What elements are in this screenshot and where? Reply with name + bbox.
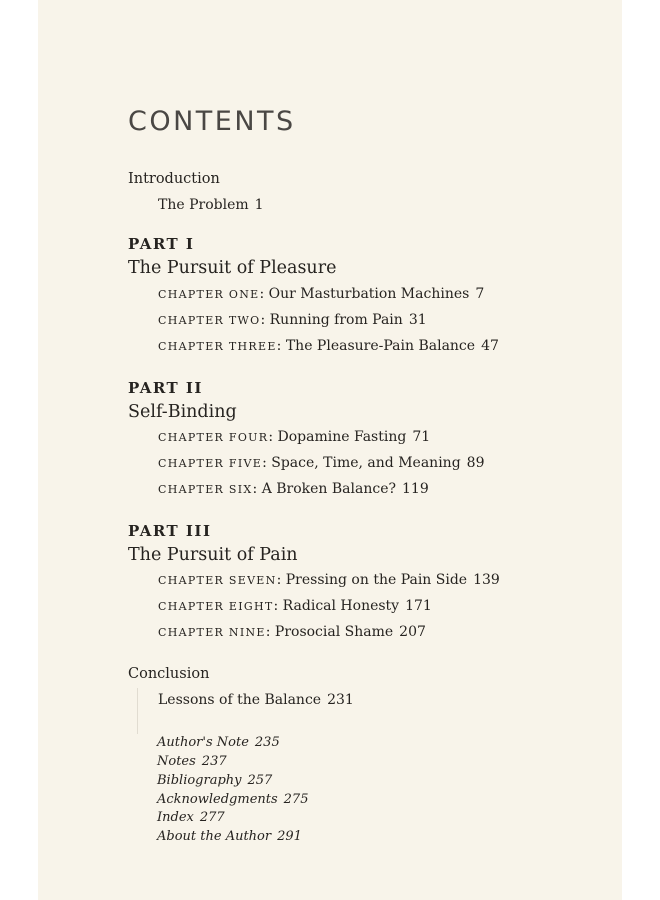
- chapter-label: CHAPTER NINE: [158, 626, 266, 639]
- back-matter-notes[interactable]: [157, 754, 227, 769]
- chapter-two-entry[interactable]: CHAPTER TWO: Running from Pain 31: [158, 312, 427, 328]
- chapter-title: Space, Time, and Meaning: [271, 455, 461, 471]
- chapter-three-entry[interactable]: CHAPTER THREE: The Pleasure-Pain Balance 47: [158, 338, 499, 354]
- part-2-title: Self-Binding: [128, 402, 237, 422]
- chapter-label: CHAPTER THREE: [158, 340, 277, 353]
- entry-title: Index: [157, 810, 194, 825]
- page-title: CONTENTS: [128, 106, 296, 137]
- chapter-label: CHAPTER ONE: [158, 288, 260, 301]
- chapter-page: 171: [405, 598, 432, 614]
- entry-page: 257: [247, 773, 273, 788]
- chapter-six-entry[interactable]: CHAPTER SIX: A Broken Balance? 119: [158, 481, 429, 497]
- chapter-eight-entry[interactable]: CHAPTER EIGHT: Radical Honesty 171: [158, 598, 432, 614]
- entry-title: The Problem: [158, 197, 249, 213]
- entry-title: About the Author: [157, 829, 272, 844]
- chapter-page: 89: [466, 455, 485, 471]
- chapter-four-entry[interactable]: CHAPTER FOUR: Dopamine Fasting 71: [158, 429, 431, 445]
- chapter-label: CHAPTER EIGHT: [158, 600, 274, 613]
- chapter-title: Dopamine Fasting: [277, 429, 407, 445]
- chapter-nine-entry[interactable]: CHAPTER NINE: Prosocial Shame 207: [158, 624, 426, 640]
- entry-page: 235: [254, 735, 280, 750]
- chapter-five-entry[interactable]: CHAPTER FIVE: Space, Time, and Meaning 89: [158, 455, 485, 471]
- book-page: [38, 0, 622, 900]
- entry-title: Author's Note: [157, 735, 249, 750]
- entry-page: 237: [201, 754, 227, 769]
- chapter-label: CHAPTER FIVE: [158, 457, 263, 470]
- introduction-entry-1[interactable]: [158, 197, 264, 213]
- back-matter-bibliography[interactable]: [157, 773, 272, 788]
- entry-page: 291: [277, 829, 302, 844]
- chapter-one-entry[interactable]: CHAPTER ONE: Our Masturbation Machines 7: [158, 286, 485, 302]
- chapter-title: A Broken Balance?: [261, 481, 396, 497]
- chapter-seven-entry[interactable]: CHAPTER SEVEN: Pressing on the Pain Side 139: [158, 572, 500, 588]
- entry-page: 231: [327, 692, 354, 708]
- chapter-page: 139: [473, 572, 500, 588]
- conclusion-heading: Conclusion: [128, 666, 210, 682]
- entry-title: Acknowledgments: [157, 792, 278, 807]
- conclusion-entry-1[interactable]: [158, 692, 354, 708]
- chapter-page: 71: [412, 429, 431, 445]
- chapter-title: Pressing on the Pain Side: [285, 572, 468, 588]
- entry-title: Lessons of the Balance: [158, 692, 322, 708]
- chapter-title: Our Masturbation Machines: [268, 286, 470, 302]
- part-1-title: The Pursuit of Pleasure: [128, 258, 337, 278]
- part-1-label: PART I: [128, 235, 195, 253]
- chapter-label: CHAPTER FOUR: [158, 431, 269, 444]
- entry-page: 275: [283, 792, 309, 807]
- chapter-page: 47: [481, 338, 499, 354]
- part-3-label: PART III: [128, 522, 212, 540]
- chapter-page: 31: [408, 312, 427, 328]
- part-2-label: PART II: [128, 379, 203, 397]
- chapter-title: Radical Honesty: [282, 598, 400, 614]
- introduction-heading: Introduction: [128, 171, 220, 187]
- entry-page: 1: [254, 197, 264, 213]
- scan-artifact-line: [137, 688, 138, 734]
- chapter-page: 207: [399, 624, 426, 640]
- back-matter-authors-note[interactable]: [157, 735, 280, 750]
- back-matter-index[interactable]: [157, 810, 225, 825]
- entry-title: Bibliography: [157, 773, 242, 788]
- chapter-page: 7: [475, 286, 485, 302]
- chapter-label: CHAPTER SIX: [158, 483, 253, 496]
- chapter-title: Prosocial Shame: [274, 624, 394, 640]
- chapter-title: The Pleasure-Pain Balance: [285, 338, 476, 354]
- chapter-title: Running from Pain: [269, 312, 403, 328]
- entry-page: 277: [199, 810, 225, 825]
- part-3-title: The Pursuit of Pain: [128, 545, 298, 565]
- chapter-label: CHAPTER TWO: [158, 314, 261, 327]
- back-matter-about-the-author[interactable]: [157, 829, 302, 844]
- entry-title: Notes: [157, 754, 196, 769]
- back-matter-acknowledgments[interactable]: [157, 792, 308, 807]
- chapter-label: CHAPTER SEVEN: [158, 574, 277, 587]
- chapter-page: 119: [402, 481, 429, 497]
